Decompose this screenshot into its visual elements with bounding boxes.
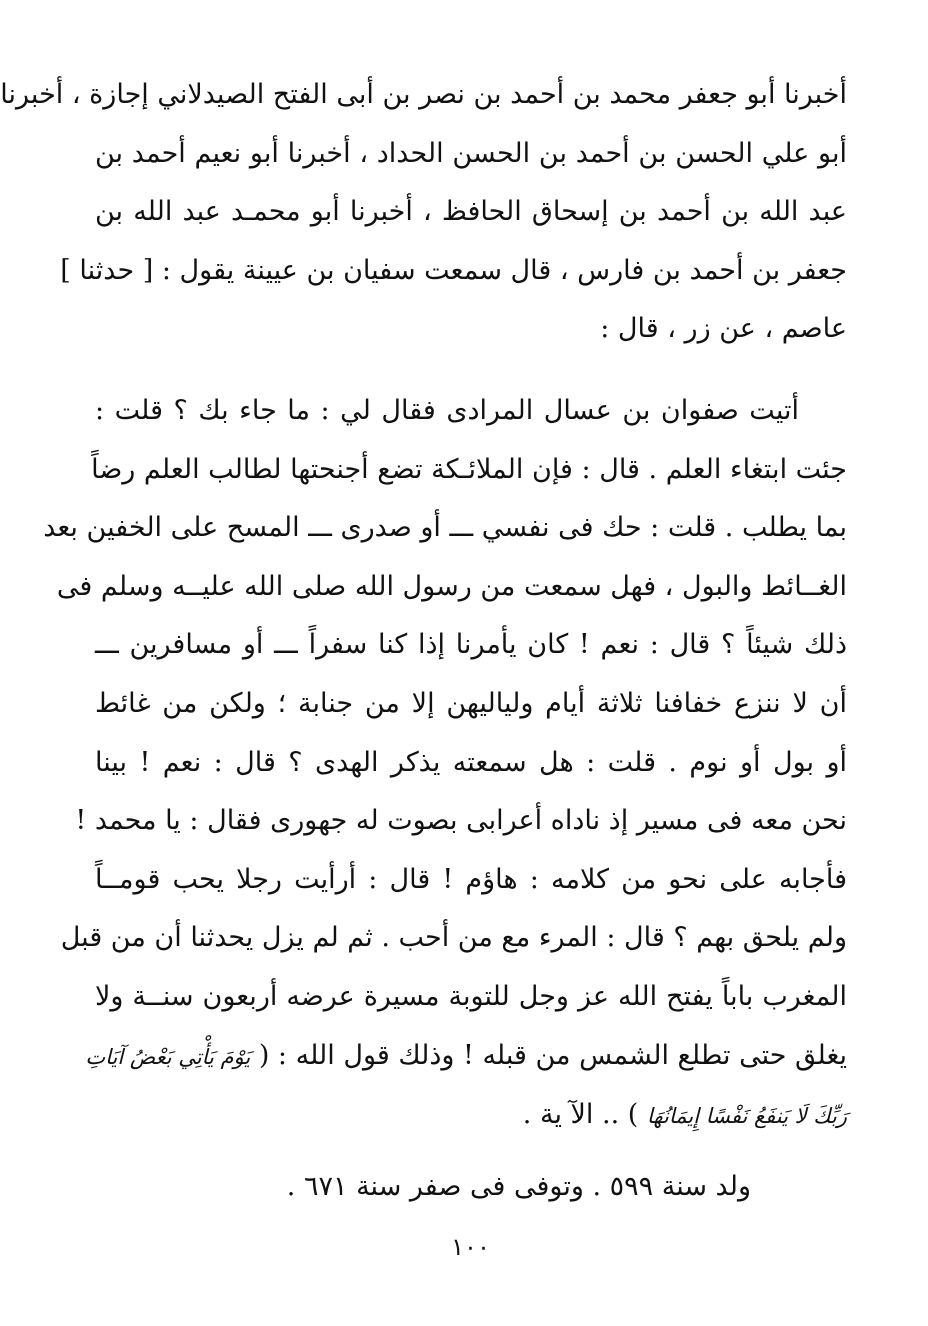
- text-line: عبد الله بن أحمد بن إسحاق الحافظ ، أخبرنا أبو محمـد عبد الله بن: [95, 196, 847, 228]
- quran-verse-part-2: رَبِّكَ لَا يَنفَعُ نَفْسًا إِيمَانُهَا: [646, 1104, 847, 1129]
- text-line: أخبرنا أبو جعفر محمد بن أحمد بن نصر بن أبى الفتح الصيدلاني إجازة ، أخبرنا: [0, 79, 847, 110]
- text-line-with-quran: [95, 1086, 847, 1146]
- paragraph-isnad: [0, 66, 847, 359]
- text-line: ولم يلحق بهم ؟ قال : المرء مع من أحب . ثم لم يزل يحدثنا أن من قبل: [60, 922, 847, 954]
- text-line: بما يطلب . قلت : حك فى نفسي ـــ أو صدرى ـــ المسح على الخفين بعد: [43, 512, 847, 544]
- text-line: عاصم ، عن زر ، قال :: [600, 313, 847, 345]
- text-line: أو بول أو نوم . قلت : هل سمعته يذكر الهدى ؟ قال : نعم ! بينا: [95, 746, 847, 778]
- text-line: الغــائط والبول ، فهل سمعت من رسول الله صلى الله عليــه وسلم فى: [56, 570, 847, 602]
- text-fragment: يغلق حتى تطلع الشمس من قبله ! وذلك قول الله : (: [258, 1039, 847, 1071]
- paragraph-dates: [95, 1158, 847, 1217]
- text-line: نحن معه فى مسير إذ ناداه أعرابى بصوت له جهورى فقال : يا محمد !: [75, 805, 847, 837]
- text-line: جئت ابتغاء العلم . قال : فإن الملائـكة تضع أجنحتها لطالب العلم رضاً: [91, 453, 847, 485]
- quran-verse-part-1: يَوْمَ يَأْتِي بَعْضُ آيَاتِ: [85, 1044, 251, 1069]
- page-number: ١٠٠: [451, 1233, 490, 1261]
- text-line: أتيت صفوان بن عسال المرادى فقال لي : ما جاء بك ؟ قلت :: [95, 395, 799, 426]
- text-line-with-quran: [85, 1027, 847, 1087]
- text-line: أبو علي الحسن بن أحمد بن الحسن الحداد ، أخبرنا أبو نعيم أحمد بن: [95, 137, 847, 169]
- text-line: المغرب باباً يفتح الله عز وجل للتوبة مسيرة عرضه أربعون سنــة ولا: [95, 980, 847, 1012]
- text-line: ولد سنة ٥٩٩ . وتوفى فى صفر سنة ٦٧١ .: [286, 1171, 751, 1202]
- paragraph-hadith: [43, 382, 847, 1146]
- text-line: فأجابه على نحو من كلامه : هاؤم ! قال : أرأيت رجلا يحب قومــاً: [95, 863, 847, 895]
- text-line: جعفر بن أحمد بن فارس ، قال سمعت سفيان بن عيينة يقول : [ حدثنا ]: [60, 254, 847, 286]
- text-line: أن لا ننزع خفافنا ثلاثة أيام ولياليهن إلا من جنابة ؛ ولكن من غائط: [95, 687, 847, 719]
- text-fragment: ) .. الآ ية .: [522, 1099, 639, 1131]
- text-line: ذلك شيئاً ؟ قال : نعم ! كان يأمرنا إذا كنا سفراً ـــ أو مسافرين ـــ: [95, 629, 847, 661]
